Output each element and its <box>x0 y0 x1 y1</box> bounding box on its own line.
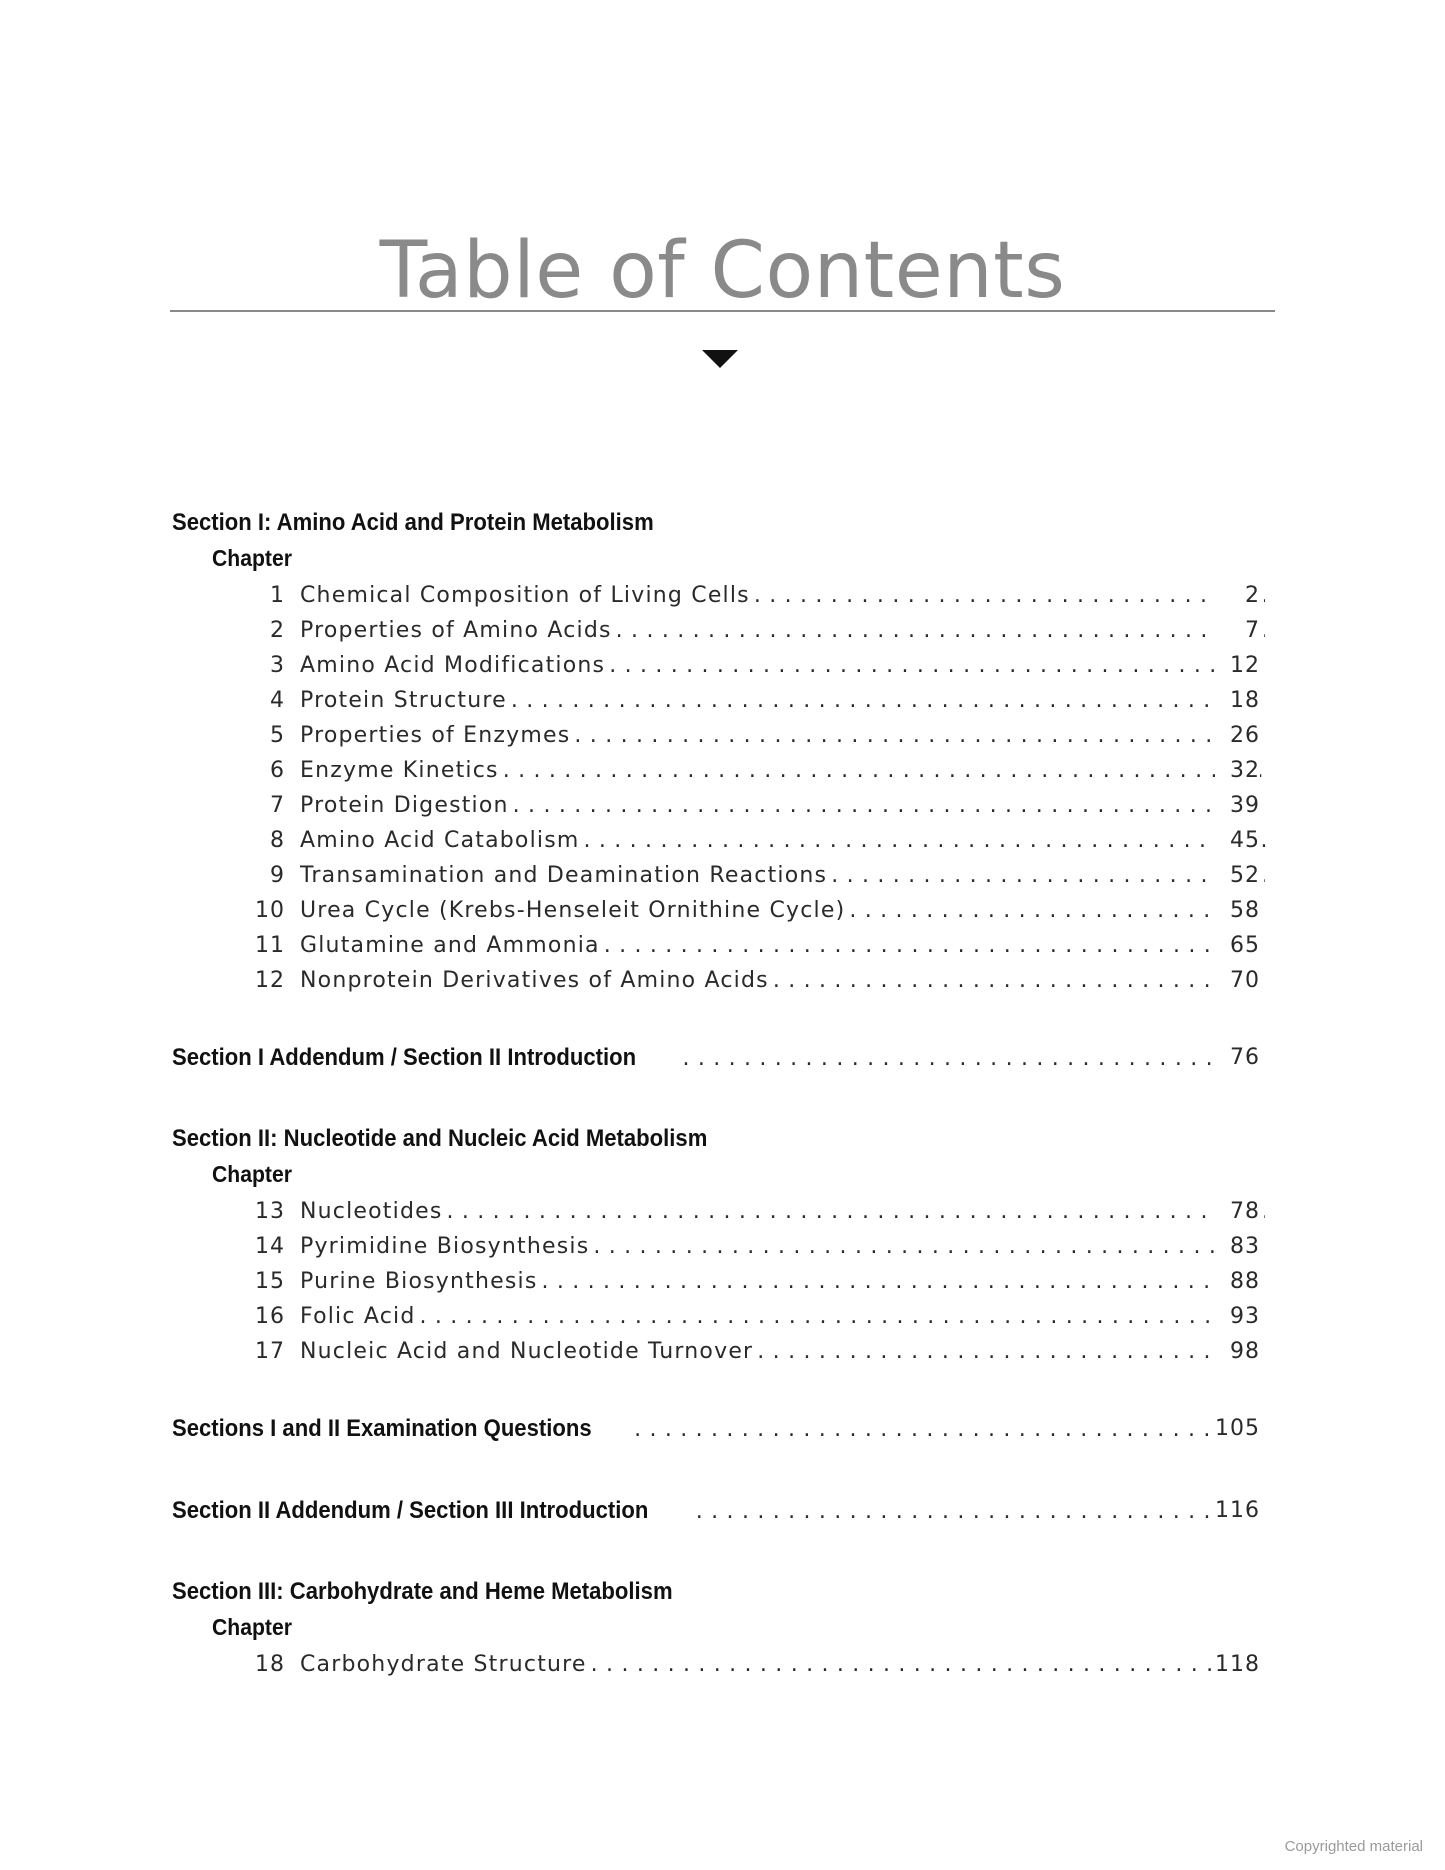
chapter-label: Chapter <box>212 545 292 571</box>
page-number: 12 <box>1215 651 1260 681</box>
chapter-number: 1 <box>270 583 285 608</box>
chapter-title: Folic Acid <box>300 1304 419 1329</box>
chapter-label: Chapter <box>212 1614 292 1640</box>
section-heading: Section III: Carbohydrate and Heme Metabolism <box>172 1578 673 1605</box>
toc-entry[interactable] <box>0 756 1445 786</box>
toc-entry[interactable] <box>0 1232 1445 1262</box>
chapter-title: Pyrimidine Biosynthesis <box>300 1234 593 1259</box>
chapter-number: 18 <box>255 1652 285 1677</box>
toc-entry[interactable] <box>0 1267 1445 1297</box>
page-number: 45 <box>1215 826 1260 856</box>
page-number: 39 <box>1215 791 1260 821</box>
section-heading: Section II: Nucleotide and Nucleic Acid Metabolism <box>172 1125 708 1152</box>
chapter-label: Chapter <box>212 1161 292 1187</box>
toc-entry-addendum[interactable] <box>0 1042 1445 1074</box>
chapter-title: Nucleic Acid and Nucleotide Turnover <box>300 1339 757 1364</box>
toc-entry[interactable] <box>0 1337 1445 1367</box>
chapter-number: 8 <box>270 828 285 853</box>
chapter-title: Enzyme Kinetics <box>300 758 503 783</box>
chapter-title: Nucleotides <box>300 1199 447 1224</box>
chapter-title: Transamination and Deamination Reactions <box>300 863 831 888</box>
chapter-title: Nonprotein Derivatives of Amino Acids <box>300 968 773 993</box>
addendum-title: Section I Addendum / Section II Introduction <box>172 1042 642 1074</box>
chapter-number: 9 <box>270 863 285 888</box>
toc-entry[interactable] <box>0 861 1445 891</box>
page-number: 76 <box>1215 1042 1260 1074</box>
chapter-number: 11 <box>255 933 285 958</box>
page-number: 105 <box>1215 1413 1260 1445</box>
toc-entry[interactable] <box>0 616 1445 646</box>
addendum-title: Section II Addendum / Section III Introduction <box>172 1495 654 1527</box>
section-heading: Section I: Amino Acid and Protein Metabolism <box>172 509 654 536</box>
page-number: 58 <box>1215 896 1260 926</box>
chapter-title: Protein Structure <box>300 688 511 713</box>
page-number: 18 <box>1215 686 1260 716</box>
exam-title: Sections I and II Examination Questions <box>172 1413 597 1445</box>
toc-entry[interactable] <box>0 581 1445 611</box>
toc-entry[interactable] <box>0 826 1445 856</box>
page-number: 52 <box>1215 861 1260 891</box>
chapter-title: Amino Acid Catabolism <box>300 828 584 853</box>
toc-entry[interactable] <box>0 1302 1445 1332</box>
chapter-number: 5 <box>270 723 285 748</box>
toc-entry[interactable] <box>0 931 1445 961</box>
page-number: 78 <box>1215 1197 1260 1227</box>
page-number: 83 <box>1215 1232 1260 1262</box>
toc-entry-exam[interactable] <box>0 1413 1445 1445</box>
chapter-title: Purine Biosynthesis <box>300 1269 541 1294</box>
toc-entry[interactable] <box>0 1650 1445 1680</box>
page-number: 93 <box>1215 1302 1260 1332</box>
page-number: 2 <box>1215 581 1260 611</box>
chapter-title: Properties of Enzymes <box>300 723 574 748</box>
chapter-title: Properties of Amino Acids <box>300 618 616 643</box>
chapter-number: 4 <box>270 688 285 713</box>
chapter-number: 16 <box>255 1304 285 1329</box>
toc-entry[interactable] <box>0 896 1445 926</box>
toc-entry[interactable] <box>0 1197 1445 1227</box>
page-number: 7 <box>1215 616 1260 646</box>
toc-entry[interactable] <box>0 791 1445 821</box>
chapter-number: 3 <box>270 653 285 678</box>
page-number: 118 <box>1215 1650 1260 1680</box>
chapter-number: 7 <box>270 793 285 818</box>
chapter-title: Urea Cycle (Krebs-Henseleit Ornithine Cycle) <box>300 898 849 923</box>
page-number: 116 <box>1215 1495 1260 1527</box>
chapter-title: Glutamine and Ammonia <box>300 933 604 958</box>
toc-entry[interactable] <box>0 686 1445 716</box>
page-number: 70 <box>1215 966 1260 996</box>
toc-entry-addendum[interactable] <box>0 1495 1445 1527</box>
chapter-number: 15 <box>255 1269 285 1294</box>
chapter-number: 10 <box>255 898 285 923</box>
chapter-number: 12 <box>255 968 285 993</box>
page-number: 98 <box>1215 1337 1260 1367</box>
toc-entry[interactable] <box>0 966 1445 996</box>
chapter-number: 2 <box>270 618 285 643</box>
chapter-title: Protein Digestion <box>300 793 513 818</box>
chapter-title: Chemical Composition of Living Cells <box>300 583 754 608</box>
chapter-number: 13 <box>255 1199 285 1224</box>
chapter-number: 6 <box>270 758 285 783</box>
chapter-number: 17 <box>255 1339 285 1364</box>
page-title: Table of Contents <box>379 226 1066 316</box>
page-number: 32 <box>1215 756 1260 786</box>
page-number: 65 <box>1215 931 1260 961</box>
chapter-number: 14 <box>255 1234 285 1259</box>
toc-entry[interactable] <box>0 651 1445 681</box>
copyright-notice: Copyrighted material <box>1284 1838 1423 1855</box>
page-number: 88 <box>1215 1267 1260 1297</box>
chapter-title: Carbohydrate Structure <box>300 1652 591 1677</box>
page-number: 26 <box>1215 721 1260 751</box>
chapter-title: Amino Acid Modifications <box>300 653 609 678</box>
toc-entry[interactable] <box>0 721 1445 751</box>
